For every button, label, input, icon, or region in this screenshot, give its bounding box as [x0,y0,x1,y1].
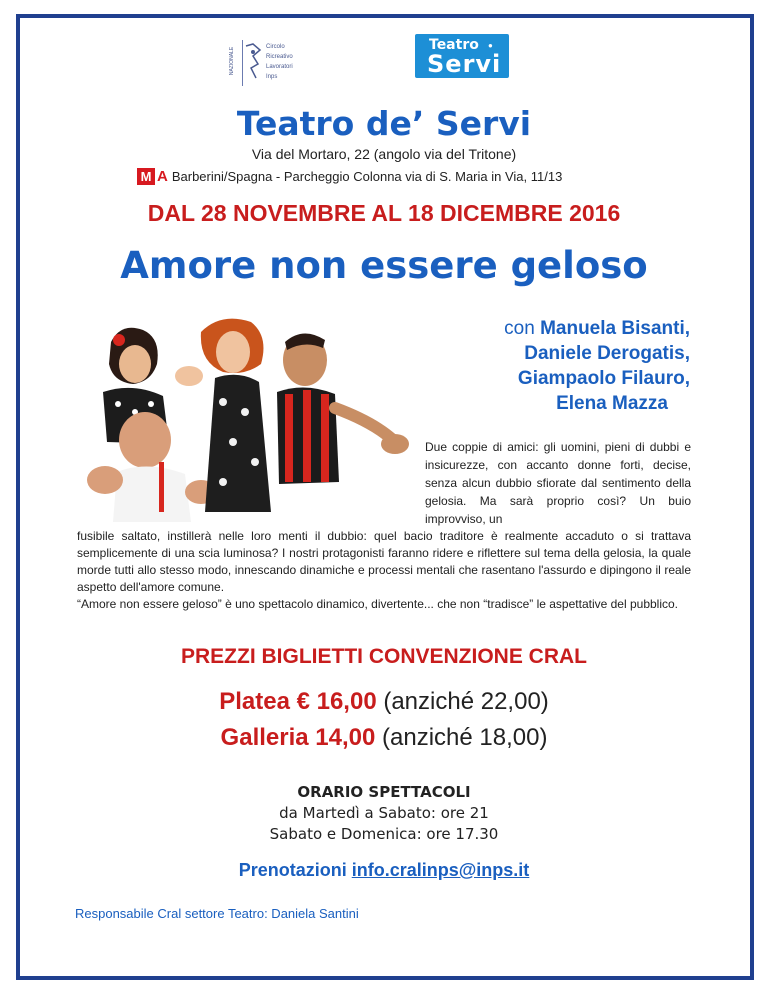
cral-word: Circolo [266,44,285,50]
booking [0,860,768,881]
booking-label: Prenotazioni [238,860,347,880]
schedule [0,782,768,845]
synopsis-paragraph: fusibile saltato, instillerà nelle loro menti il dubbio: quel bacio traditore è realmente accaduto o si trattava semplicemente di una scia luminosa? I nostri protagonisti faranno ridere e riflettere sul tema della gelosia, la quale morde tutti allo stesso modo, innescando dinamiche e processi mentali che rasentano l'assurdo e dipingono il reale aspetto dell'amore comune. [77,529,691,594]
teatro-logo-line1: Teatro [429,37,479,53]
synopsis-intro: Due coppie di amici: gli uomini, pieni di dubbi e insicurezze, con accanto donne forti, decise, senza alcun dubbio sfiorate dal sentimento della gelosia. Ma sarà proprio così? Un buio improvviso, un [425,440,691,526]
metro-line-label: A [157,167,168,185]
teatro-servi-logo [415,34,509,78]
cast-name: Daniele Derogatis, [524,343,690,364]
metro-icon: M [137,168,155,185]
show-title: Amore non essere geloso [120,244,648,287]
metro-info [137,166,562,186]
metro-directions: Barberini/Spagna - Parcheggio Colonna via di S. Maria in Via, 11/13 [171,168,563,184]
cral-word: Lavoratori [266,64,293,70]
teatro-logo-line2: Servi [427,50,502,78]
cast-photo [73,312,411,522]
synopsis-paragraph: “Amore non essere geloso” è uno spettacolo dinamico, divertente... che non “tradisce” le aspettative del pubblico. [77,597,679,611]
cral-logo-side-text: NAZIONALE [229,46,236,76]
theatre-address: Via del Mortaro, 22 (angolo via del Tritone) [251,146,517,162]
cast-name: Manuela Bisanti, [540,318,690,339]
price-galleria [0,724,768,752]
price-galleria-note: (anziché 18,00) [382,724,548,751]
cast-prefix: con [504,318,535,339]
cast-list [504,316,690,416]
event-dates: DAL 28 NOVEMBRE AL 18 DICEMBRE 2016 [147,200,621,226]
cast-name: Giampaolo Filauro, [517,368,690,389]
cral-logo [229,40,296,86]
prices-heading: PREZZI BIGLIETTI CONVENZIONE CRAL [180,645,587,668]
logo-dot-icon: ● [488,41,493,50]
responsible-contact: Responsabile Cral settore Teatro: Daniela Santini [75,906,359,921]
price-galleria-label: Galleria 14,00 [220,724,376,751]
price-platea-note: (anziché 22,00) [383,688,549,715]
cral-word: Inps [266,74,278,80]
schedule-line: da Martedì a Sabato: ore 21 [279,804,489,822]
price-platea [0,688,768,716]
price-platea-label: Platea € 16,00 [219,688,377,715]
cral-mark-icon [244,42,262,82]
booking-email-link[interactable]: info.cralinps@inps.it [351,860,530,880]
cast-name: Elena Mazza [556,393,668,414]
cral-word: Ricreativo [266,54,293,60]
schedule-line: Sabato e Domenica: ore 17.30 [269,825,499,843]
schedule-heading: ORARIO SPETTACOLI [297,783,471,801]
theatre-title: Teatro de’ Servi [236,104,532,143]
synopsis-body [77,528,691,613]
